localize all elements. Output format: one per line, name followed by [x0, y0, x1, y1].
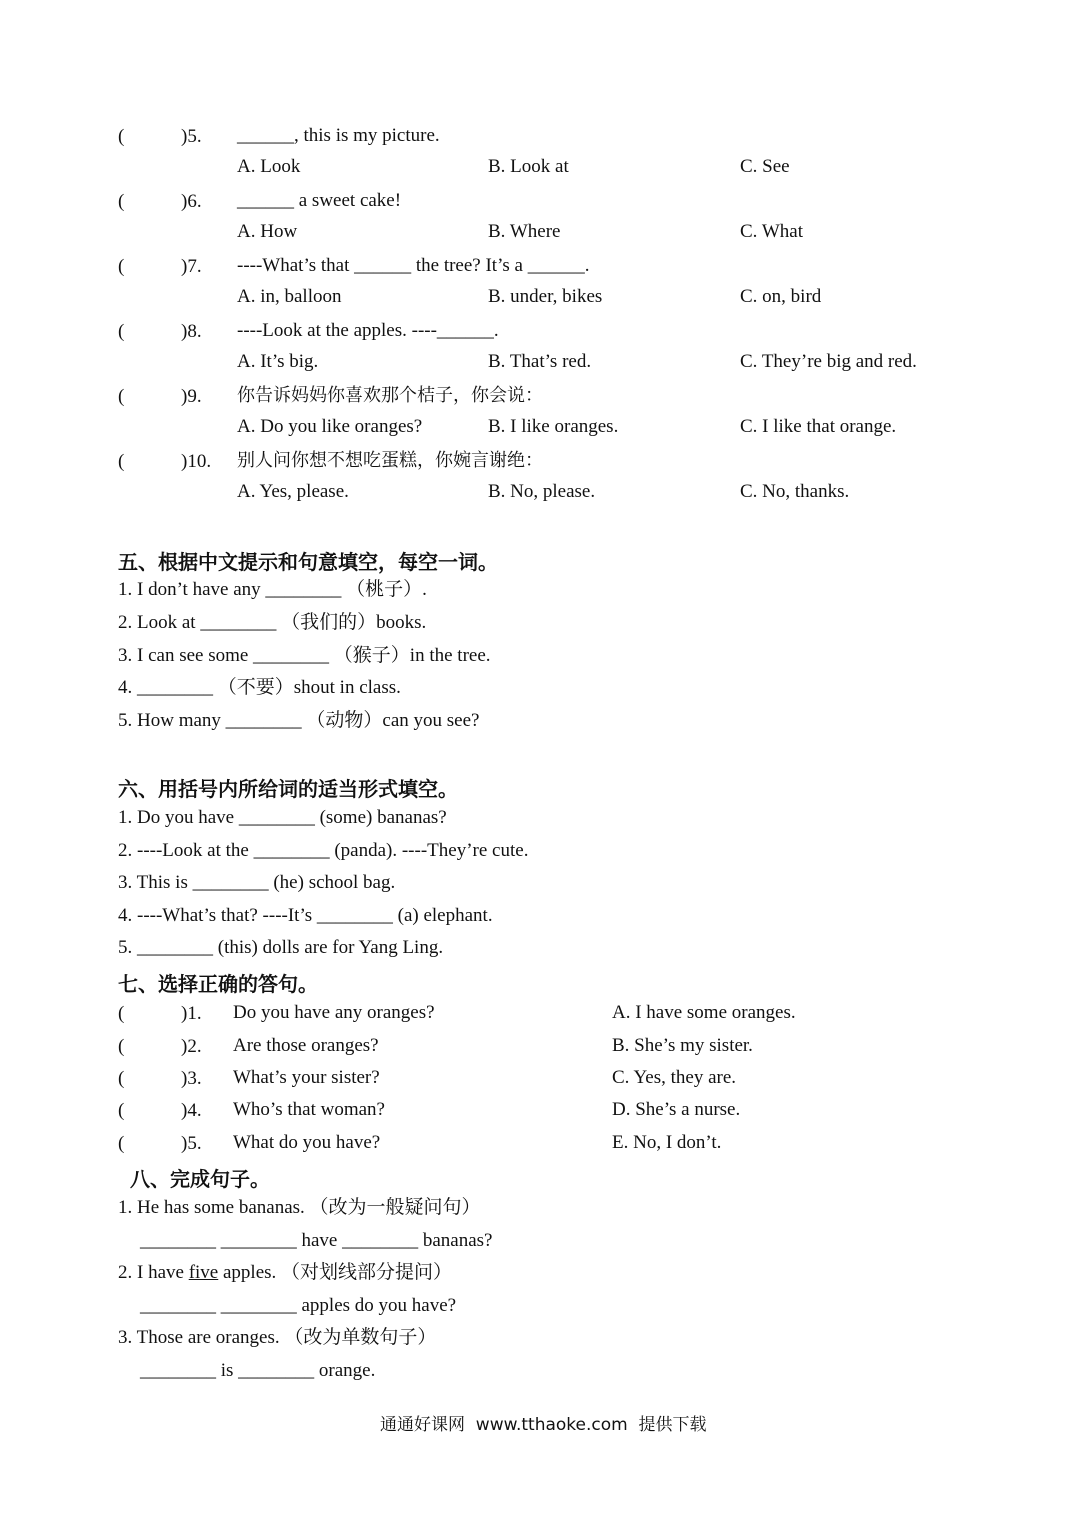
question-text: 别人问你想不想吃蛋糕，你婉言谢绝： — [237, 450, 543, 471]
question-number: )3. — [181, 1068, 202, 1089]
option-c[interactable]: C. I like that orange. — [740, 416, 897, 437]
answer-paren[interactable]: ( — [118, 191, 125, 212]
fill-item[interactable]: 5. ________ (this) dolls are for Yang Ling. — [118, 937, 444, 958]
question-number: )4. — [181, 1100, 202, 1121]
section-heading: 八、完成句子。 — [130, 1167, 270, 1191]
fill-item[interactable]: 1. Do you have ________ (some) bananas? — [118, 807, 447, 828]
answer-paren[interactable]: ( — [118, 1003, 125, 1024]
answer-paren[interactable]: ( — [118, 451, 125, 472]
question-number: )10. — [181, 451, 212, 472]
section-heading: 六、用括号内所给词的适当形式填空。 — [118, 777, 458, 801]
option-c[interactable]: C. on, bird — [740, 286, 822, 307]
rewrite-answer[interactable]: ________ ________ apples do you have? — [140, 1295, 457, 1316]
rewrite-answer[interactable]: ________ is ________ orange. — [140, 1360, 376, 1381]
question-text: ______ a sweet cake! — [237, 190, 402, 211]
fill-item[interactable]: 2. ----Look at the ________ (panda). ----They’re cute. — [118, 840, 529, 861]
answer-paren[interactable]: ( — [118, 126, 125, 147]
option-a[interactable]: A. How — [237, 221, 298, 242]
fill-item[interactable]: 1. I don’t have any ________ （桃子）. — [118, 579, 427, 600]
rewrite-answer[interactable]: ________ ________ have ________ bananas? — [140, 1230, 493, 1251]
question-number: )5. — [181, 126, 202, 147]
answer-paren[interactable]: ( — [118, 256, 125, 277]
question-text: What do you have? — [233, 1132, 381, 1153]
fill-item[interactable]: 5. How many ________ （动物）can you see? — [118, 710, 480, 731]
option-a[interactable]: A. in, balloon — [237, 286, 342, 307]
question-number: )8. — [181, 321, 202, 342]
question-text: ----What’s that ______ the tree? It’s a ______. — [237, 255, 590, 276]
answer-paren[interactable]: ( — [118, 1036, 125, 1057]
option-b[interactable]: B. That’s red. — [488, 351, 592, 372]
fill-item[interactable]: 4. ----What’s that? ----It’s ________ (a) elephant. — [118, 905, 493, 926]
question-number: )7. — [181, 256, 202, 277]
rewrite-question: 3. Those are oranges. （改为单数句子） — [118, 1327, 437, 1348]
fill-item[interactable]: 4. ________ （不要）shout in class. — [118, 677, 401, 698]
answer-paren[interactable]: ( — [118, 1133, 125, 1154]
option-b[interactable]: B. I like oranges. — [488, 416, 619, 437]
question-text: 你告诉妈妈你喜欢那个桔子，你会说： — [237, 385, 543, 406]
answer-option: A. I have some oranges. — [612, 1002, 796, 1023]
option-b[interactable]: B. No, please. — [488, 481, 596, 502]
underlined-word: five — [188, 1262, 219, 1283]
rewrite-question — [118, 1261, 452, 1285]
option-c[interactable]: C. What — [740, 221, 803, 242]
answer-option: E. No, I don’t. — [612, 1132, 722, 1153]
fill-item[interactable]: 3. I can see some ________ （猴子）in the tree. — [118, 645, 491, 666]
option-a[interactable]: A. Look — [237, 156, 301, 177]
answer-option: C. Yes, they are. — [612, 1067, 737, 1088]
answer-paren[interactable]: ( — [118, 1100, 125, 1121]
option-a[interactable]: A. Yes, please. — [237, 481, 349, 502]
q2-prefix: 2. I have — [118, 1262, 189, 1283]
option-c[interactable]: C. See — [740, 156, 790, 177]
question-number: )9. — [181, 386, 202, 407]
answer-option: B. She’s my sister. — [612, 1035, 753, 1056]
option-c[interactable]: C. No, thanks. — [740, 481, 850, 502]
option-b[interactable]: B. under, bikes — [488, 286, 603, 307]
fill-item[interactable]: 3. This is ________ (he) school bag. — [118, 872, 396, 893]
section-heading: 五、根据中文提示和句意填空，每空一词。 — [118, 550, 498, 574]
question-text: Are those oranges? — [233, 1035, 379, 1056]
answer-paren[interactable]: ( — [118, 386, 125, 407]
section-heading: 七、选择正确的答句。 — [118, 972, 318, 996]
question-number: )2. — [181, 1036, 202, 1057]
option-a[interactable]: A. Do you like oranges? — [237, 416, 423, 437]
option-c[interactable]: C. They’re big and red. — [740, 351, 917, 372]
q2-suffix: apples. （对划线部分提问） — [218, 1262, 453, 1283]
question-text: ----Look at the apples. ----______. — [237, 320, 499, 341]
question-text: Do you have any oranges? — [233, 1002, 435, 1023]
fill-item[interactable]: 2. Look at ________ （我们的）books. — [118, 612, 427, 633]
question-text: Who’s that woman? — [233, 1099, 385, 1120]
page-footer: 通通好课网 www.tthaoke.com 提供下载 — [380, 1415, 707, 1435]
answer-paren[interactable]: ( — [118, 1068, 125, 1089]
question-number: )1. — [181, 1003, 202, 1024]
question-number: )5. — [181, 1133, 202, 1154]
answer-option: D. She’s a nurse. — [612, 1099, 741, 1120]
option-a[interactable]: A. It’s big. — [237, 351, 319, 372]
rewrite-question: 1. He has some bananas. （改为一般疑问句） — [118, 1197, 481, 1218]
question-text: What’s your sister? — [233, 1067, 380, 1088]
option-b[interactable]: B. Look at — [488, 156, 569, 177]
question-number: )6. — [181, 191, 202, 212]
answer-paren[interactable]: ( — [118, 321, 125, 342]
question-text: ______, this is my picture. — [237, 125, 440, 146]
option-b[interactable]: B. Where — [488, 221, 561, 242]
